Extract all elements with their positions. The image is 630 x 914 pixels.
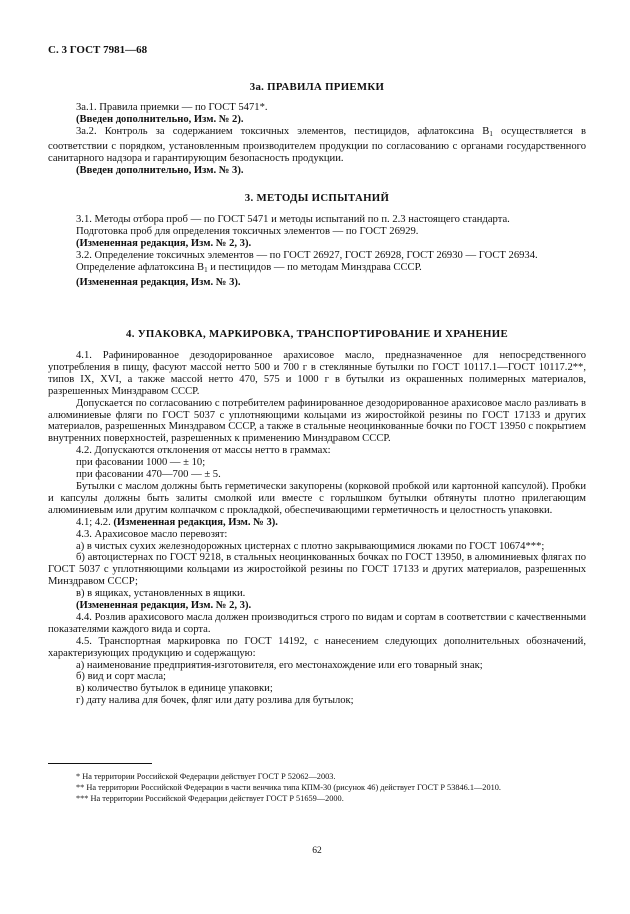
section-3a-body <box>48 102 586 176</box>
para-4-3-a: а) в чистых сухих железнодорожных цистернах с плотно закрывающимися люками по ГОСТ 10674***; <box>76 540 545 552</box>
para-4-1: 4.1. Рафинированное дезодорированное арахисовое масло, предназначенное для непосредственного употребления в пищу, фасуют массой нетто 500 и 700 г в стеклянные бутылки по ГОСТ 10117.1—ГОСТ 10117.2**, типов IX, XVI, а также массой нетто 470, 575 и 1000 г в бутылки из окрашенных полимерных материалов, разрешенных Минздравом СССР. <box>48 350 586 397</box>
amendment-note: (Введен дополнительно, Изм. № 3). <box>76 164 244 176</box>
amendment-note: (Измененная редакция, Изм. № 2, 3). <box>76 600 252 612</box>
para-4-2-bottles: Бутылки с маслом должны быть герметически закупорены (корковой пробкой или картонной капсулой). Пробки и капсулы должны быть залиты смолкой или вместе с горлышком бутылки обтянуты плотно прилегающим алюминиевым или другим колпачком с прокладкой, обеспечивающими герметичность и целостность упаковки. <box>48 480 586 516</box>
para-4-2: 4.2. Допускаются отклонения от массы нетто в граммах: <box>76 445 331 457</box>
para-4-3: 4.3. Арахисовое масло перевозят: <box>76 528 228 540</box>
section-3-body <box>48 214 586 288</box>
para-3-2-aflatoxin: Определение афлатоксина $В_1$ и пестицидов — по методам Минздрава СССР. <box>76 261 422 274</box>
para-4-amend: 4.1; 4.2. (Измененная редакция, Изм. № 3). <box>76 516 278 528</box>
section-3a-title: 3а. ПРАВИЛА ПРИЕМКИ <box>249 81 385 93</box>
para-4-2-item: при фасовании 1000 — ± 10; <box>76 457 206 469</box>
para-3a-2: 3а.2. Контроль за содержанием токсичных элементов, пестицидов, афлатоксина $В_1$ осуществляется в соответствии с порядком, установленным производителем продукции по согласованию с органами государственного санитарного надзора и гарантирующим безопасность продукции. <box>48 125 587 164</box>
footnotes <box>48 771 586 804</box>
section-3-title: 3. МЕТОДЫ ИСПЫТАНИЙ <box>244 192 390 204</box>
para-4-5: 4.5. Транспортная маркировка по ГОСТ 14192, с нанесением следующих дополнительных обозначений, характеризующих продукцию и содержащую: <box>48 635 586 659</box>
section-4-body <box>48 350 586 707</box>
para-3-1-prep: Подготовка проб для определения токсичных элементов — по ГОСТ 26929. <box>76 225 419 237</box>
page-number: 62 <box>312 846 322 856</box>
para-4-5-b: б) вид и сорт масла; <box>76 671 166 683</box>
amendment-note: (Измененная редакция, Изм. № 2, 3). <box>76 237 252 249</box>
para-4-1-alt: Допускается по согласованию с потребителем рафинированное дезодорированное арахисовое масло разливать в алюминиевые фляги по ГОСТ 5037 с уплотняющими кольцами из жиростойкой резины по ГОСТ 17133 и других материалов, разрешенных Минздравом СССР, а также в стальные неоцинкованные бочки по ГОСТ 13950 с покрытием внутренних поверхностей, разрешенных к применению Минздравом СССР. <box>48 397 586 445</box>
para-3a-1: 3а.1. Правила приемки — по ГОСТ 5471*. <box>76 102 268 113</box>
para-4-5-a: а) наименование предприятия-изготовителя, его местонахождение или его товарный знак; <box>76 659 483 671</box>
running-header: С. 3 ГОСТ 7981—68 <box>48 44 148 56</box>
footnote: ** На территории Российской Федерации в части венчика типа КПМ-30 (рисунок 46) действует ГОСТ Р 53846.1—2010. <box>76 783 501 792</box>
para-4-4: 4.4. Розлив арахисового масла должен производиться строго по видам и сортам в соответствии с качественными показателями каждого вида и сорта. <box>48 611 586 635</box>
para-4-2-item: при фасовании 470—700 — ± 5. <box>76 469 221 481</box>
amendment-note: (Введен дополнительно, Изм. № 2). <box>76 113 244 125</box>
para-4-5-d: г) дату налива для бочек, фляг или дату розлива для бутылок; <box>76 695 354 707</box>
para-4-5-c: в) количество бутылок в единице упаковки; <box>76 683 273 695</box>
para-4-3-b: б) автоцистернах по ГОСТ 9218, в стальных неоцинкованных бочках по ГОСТ 13950, в алюминиевых флягах по ГОСТ 5037 с уплотняющими кольцами из жиростойкой резины по ГОСТ 17133 и других материалов, разрешенных Минздравом СССР; <box>48 552 586 588</box>
footnote: * На территории Российской Федерации действует ГОСТ Р 52062—2003. <box>76 772 336 781</box>
section-4-title: 4. УПАКОВКА, МАРКИРОВКА, ТРАНСПОРТИРОВАНИЕ И ХРАНЕНИЕ <box>126 328 508 340</box>
footnote-divider <box>48 763 152 764</box>
amendment-note: (Измененная редакция, Изм. № 3). <box>76 276 241 288</box>
para-3-2: 3.2. Определение токсичных элементов — по ГОСТ 26927, ГОСТ 26928, ГОСТ 26930 — ГОСТ 26934. <box>76 249 538 261</box>
para-3-1: 3.1. Методы отбора проб — по ГОСТ 5471 и методы испытаний по п. 2.3 настоящего стандарта. <box>76 214 510 225</box>
para-4-3-c: в) в ящиках, установленных в ящики. <box>76 588 246 600</box>
footnote: *** На территории Российской Федерации действует ГОСТ Р 51659—2000. <box>76 794 344 803</box>
